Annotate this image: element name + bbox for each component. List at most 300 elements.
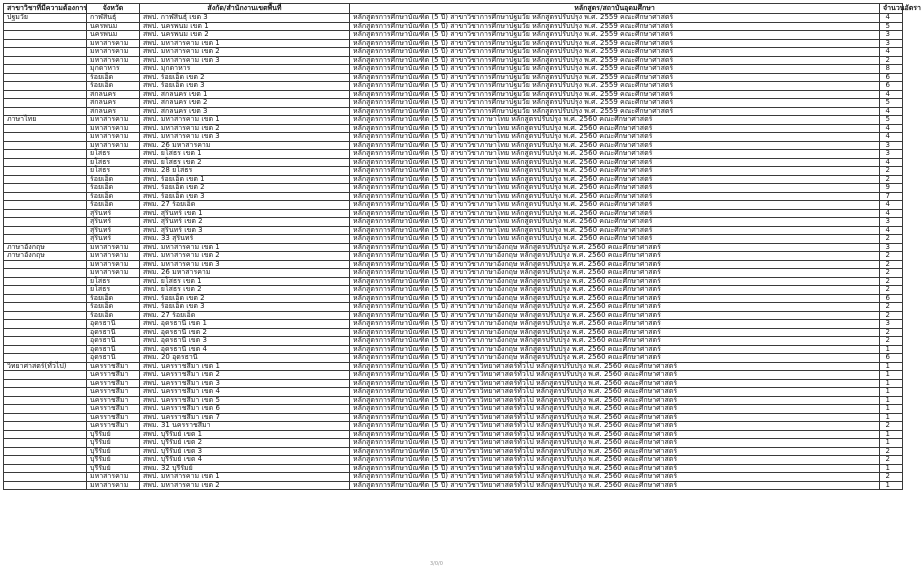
province-cell: ยโสธร [87,150,140,159]
office-cell: สพป. มุกดาหาร [140,65,350,74]
province-cell: ร้อยเอ็ด [87,82,140,91]
province-cell: มหาสารคาม [87,473,140,482]
count-cell: 1 [880,371,903,380]
table-row [4,82,903,91]
table-row [4,269,903,278]
curriculum-cell: หลักสูตรการศึกษาบัณฑิต (5 ปี) สาขาวิชาการศึกษาปฐมวัย หลักสูตรปรับปรุง พ.ศ. 2559 คณะศึกษาศาสตร์ [350,65,880,74]
office-cell: สพป. อุดรธานี เขต 1 [140,320,350,329]
curriculum-cell: หลักสูตรการศึกษาบัณฑิต (5 ปี) สาขาวิชาการศึกษาปฐมวัย หลักสูตรปรับปรุง พ.ศ. 2559 คณะศึกษาศาสตร์ [350,48,880,57]
count-cell: 2 [880,277,903,286]
office-cell: สพป. สุรินทร์ เขต 2 [140,218,350,227]
province-cell: สกลนคร [87,90,140,99]
curriculum-cell: หลักสูตรการศึกษาบัณฑิต (5 ปี) สาขาวิชาวิทยาศาสตร์ทั่วไป หลักสูตรปรับปรุง พ.ศ. 2560 คณะศึกษาศาสตร์ [350,464,880,473]
curriculum-cell: หลักสูตรการศึกษาบัณฑิต (5 ปี) สาขาวิชาภาษาอังกฤษ หลักสูตรปรับปรุง พ.ศ. 2560 คณะศึกษาศาสตร์ [350,277,880,286]
major-cell [4,328,87,337]
count-cell: 3 [880,320,903,329]
curriculum-cell: หลักสูตรการศึกษาบัณฑิต (5 ปี) สาขาวิชาการศึกษาปฐมวัย หลักสูตรปรับปรุง พ.ศ. 2559 คณะศึกษาศาสตร์ [350,22,880,31]
office-cell: สพม. 28 ยโสธร [140,167,350,176]
province-cell: ยโสธร [87,158,140,167]
major-cell [4,439,87,448]
header-curriculum: หลักสูตร/สถาบันอุดมศึกษา [350,4,880,14]
major-cell [4,48,87,57]
table-row [4,133,903,142]
major-cell: ภาษาอังกฤษ [4,243,87,252]
count-cell: 4 [880,107,903,116]
curriculum-cell: หลักสูตรการศึกษาบัณฑิต (5 ปี) สาขาวิชาการศึกษาปฐมวัย หลักสูตรปรับปรุง พ.ศ. 2559 คณะศึกษาศาสตร์ [350,14,880,23]
office-cell: สพป. อุดรธานี เขต 3 [140,337,350,346]
curriculum-cell: หลักสูตรการศึกษาบัณฑิต (5 ปี) สาขาวิชาภาษาไทย หลักสูตรปรับปรุง พ.ศ. 2560 คณะศึกษาศาสตร์ [350,184,880,193]
major-cell [4,31,87,40]
province-cell: ร้อยเอ็ด [87,184,140,193]
count-cell: 2 [880,252,903,261]
header-row [4,4,903,14]
curriculum-cell: หลักสูตรการศึกษาบัณฑิต (5 ปี) สาขาวิชาวิทยาศาสตร์ทั่วไป หลักสูตรปรับปรุง พ.ศ. 2560 คณะศึกษาศาสตร์ [350,422,880,431]
count-cell: 2 [880,56,903,65]
curriculum-cell: หลักสูตรการศึกษาบัณฑิต (5 ปี) สาขาวิชาภาษาอังกฤษ หลักสูตรปรับปรุง พ.ศ. 2560 คณะศึกษาศาสตร์ [350,354,880,363]
curriculum-cell: หลักสูตรการศึกษาบัณฑิต (5 ปี) สาขาวิชาวิทยาศาสตร์ทั่วไป หลักสูตรปรับปรุง พ.ศ. 2560 คณะศึกษาศาสตร์ [350,396,880,405]
major-cell [4,371,87,380]
count-cell: 2 [880,328,903,337]
table-row [4,99,903,108]
curriculum-cell: หลักสูตรการศึกษาบัณฑิต (5 ปี) สาขาวิชาวิทยาศาสตร์ทั่วไป หลักสูตรปรับปรุง พ.ศ. 2560 คณะศึกษาศาสตร์ [350,481,880,490]
major-cell [4,447,87,456]
province-cell: บุรีรัมย์ [87,430,140,439]
curriculum-cell: หลักสูตรการศึกษาบัณฑิต (5 ปี) สาขาวิชาการศึกษาปฐมวัย หลักสูตรปรับปรุง พ.ศ. 2559 คณะศึกษาศาสตร์ [350,56,880,65]
office-cell: สพป. บุรีรัมย์ เขต 1 [140,430,350,439]
allocation-table [3,3,921,490]
office-cell: สพป. นครราชสีมา เขต 6 [140,405,350,414]
curriculum-cell: หลักสูตรการศึกษาบัณฑิต (5 ปี) สาขาวิชาวิทยาศาสตร์ทั่วไป หลักสูตรปรับปรุง พ.ศ. 2560 คณะศึกษาศาสตร์ [350,379,880,388]
table-row [4,167,903,176]
province-cell: นครราชสีมา [87,405,140,414]
office-cell: สพป. สกลนคร เขต 3 [140,107,350,116]
province-cell: มหาสารคาม [87,141,140,150]
major-cell [4,481,87,490]
count-cell: 4 [880,90,903,99]
table-row [4,150,903,159]
office-cell: สพป. สุรินทร์ เขต 3 [140,226,350,235]
count-cell: 5 [880,99,903,108]
major-cell [4,39,87,48]
province-cell: ยโสธร [87,167,140,176]
table-row [4,303,903,312]
curriculum-cell: หลักสูตรการศึกษาบัณฑิต (5 ปี) สาขาวิชาวิทยาศาสตร์ทั่วไป หลักสูตรปรับปรุง พ.ศ. 2560 คณะศึกษาศาสตร์ [350,439,880,448]
count-cell: 2 [880,473,903,482]
curriculum-cell: หลักสูตรการศึกษาบัณฑิต (5 ปี) สาขาวิชาภาษาไทย หลักสูตรปรับปรุง พ.ศ. 2560 คณะศึกษาศาสตร์ [350,150,880,159]
header-office: สังกัด/สำนักงานเขตพื้นที่ [140,4,350,14]
curriculum-cell: หลักสูตรการศึกษาบัณฑิต (5 ปี) สาขาวิชาภาษาไทย หลักสูตรปรับปรุง พ.ศ. 2560 คณะศึกษาศาสตร์ [350,133,880,142]
office-cell: สพป. อุดรธานี เขต 2 [140,328,350,337]
province-cell: อุดรธานี [87,337,140,346]
office-cell: สพป. อุดรธานี เขต 4 [140,345,350,354]
office-cell: สพป. มหาสารคาม เขต 2 [140,252,350,261]
curriculum-cell: หลักสูตรการศึกษาบัณฑิต (5 ปี) สาขาวิชาภาษาไทย หลักสูตรปรับปรุง พ.ศ. 2560 คณะศึกษาศาสตร์ [350,209,880,218]
office-cell: สพป. มหาสารคาม เขต 1 [140,116,350,125]
province-cell: นครราชสีมา [87,371,140,380]
major-cell [4,320,87,329]
curriculum-cell: หลักสูตรการศึกษาบัณฑิต (5 ปี) สาขาวิชาการศึกษาปฐมวัย หลักสูตรปรับปรุง พ.ศ. 2559 คณะศึกษาศาสตร์ [350,82,880,91]
province-cell: บุรีรัมย์ [87,464,140,473]
count-cell: 5 [880,116,903,125]
office-cell: สพม. 20 อุดรธานี [140,354,350,363]
count-cell: 1 [880,439,903,448]
count-cell: 2 [880,447,903,456]
curriculum-cell: หลักสูตรการศึกษาบัณฑิต (5 ปี) สาขาวิชาภาษาไทย หลักสูตรปรับปรุง พ.ศ. 2560 คณะศึกษาศาสตร์ [350,116,880,125]
major-cell [4,167,87,176]
province-cell: มหาสารคาม [87,48,140,57]
province-cell: นครราชสีมา [87,422,140,431]
province-cell: มหาสารคาม [87,133,140,142]
curriculum-cell: หลักสูตรการศึกษาบัณฑิต (5 ปี) สาขาวิชาการศึกษาปฐมวัย หลักสูตรปรับปรุง พ.ศ. 2559 คณะศึกษาศาสตร์ [350,31,880,40]
office-cell: สพป. มหาสารคาม เขต 3 [140,260,350,269]
major-cell [4,337,87,346]
office-cell: สพป. มหาสารคาม เขต 3 [140,133,350,142]
major-cell [4,175,87,184]
province-cell: อุดรธานี [87,345,140,354]
major-cell: ปฐมวัย [4,14,87,23]
table-row [4,481,903,490]
count-cell: 6 [880,294,903,303]
curriculum-cell: หลักสูตรการศึกษาบัณฑิต (5 ปี) สาขาวิชาภาษาไทย หลักสูตรปรับปรุง พ.ศ. 2560 คณะศึกษาศาสตร์ [350,141,880,150]
major-cell [4,90,87,99]
curriculum-cell: หลักสูตรการศึกษาบัณฑิต (5 ปี) สาขาวิชาวิทยาศาสตร์ทั่วไป หลักสูตรปรับปรุง พ.ศ. 2560 คณะศึกษาศาสตร์ [350,371,880,380]
header-count: จำนวนอัตรา [880,4,903,14]
major-cell [4,473,87,482]
count-cell: 1 [880,362,903,371]
province-cell: สกลนคร [87,107,140,116]
province-cell: มหาสารคาม [87,269,140,278]
count-cell: 4 [880,14,903,23]
major-cell [4,430,87,439]
major-cell [4,294,87,303]
curriculum-cell: หลักสูตรการศึกษาบัณฑิต (5 ปี) สาขาวิชาภาษาอังกฤษ หลักสูตรปรับปรุง พ.ศ. 2560 คณะศึกษาศาสตร์ [350,286,880,295]
curriculum-cell: หลักสูตรการศึกษาบัณฑิต (5 ปี) สาขาวิชาภาษาไทย หลักสูตรปรับปรุง พ.ศ. 2560 คณะศึกษาศาสตร์ [350,218,880,227]
major-cell [4,277,87,286]
curriculum-cell: หลักสูตรการศึกษาบัณฑิต (5 ปี) สาขาวิชาภาษาไทย หลักสูตรปรับปรุง พ.ศ. 2560 คณะศึกษาศาสตร์ [350,175,880,184]
count-cell: 1 [880,388,903,397]
curriculum-cell: หลักสูตรการศึกษาบัณฑิต (5 ปี) สาขาวิชาวิทยาศาสตร์ทั่วไป หลักสูตรปรับปรุง พ.ศ. 2560 คณะศึกษาศาสตร์ [350,388,880,397]
count-cell: 8 [880,65,903,74]
count-cell: 4 [880,209,903,218]
major-cell [4,405,87,414]
table-body [4,14,903,490]
major-cell [4,99,87,108]
major-cell [4,260,87,269]
province-cell: ร้อยเอ็ด [87,175,140,184]
province-cell: ร้อยเอ็ด [87,201,140,210]
table-row [4,31,903,40]
province-cell: นครราชสีมา [87,413,140,422]
province-cell: นครราชสีมา [87,396,140,405]
curriculum-cell: หลักสูตรการศึกษาบัณฑิต (5 ปี) สาขาวิชาการศึกษาปฐมวัย หลักสูตรปรับปรุง พ.ศ. 2559 คณะศึกษาศาสตร์ [350,107,880,116]
curriculum-cell: หลักสูตรการศึกษาบัณฑิต (5 ปี) สาขาวิชาภาษาไทย หลักสูตรปรับปรุง พ.ศ. 2560 คณะศึกษาศาสตร์ [350,158,880,167]
count-cell: 2 [880,235,903,244]
major-cell [4,354,87,363]
office-cell: สพม. 32 บุรีรัมย์ [140,464,350,473]
table-row [4,456,903,465]
count-cell: 3 [880,141,903,150]
office-cell: สพป. สุรินทร์ เขต 1 [140,209,350,218]
table-row [4,252,903,261]
major-cell [4,226,87,235]
curriculum-cell: หลักสูตรการศึกษาบัณฑิต (5 ปี) สาขาวิชาวิทยาศาสตร์ทั่วไป หลักสูตรปรับปรุง พ.ศ. 2560 คณะศึกษาศาสตร์ [350,405,880,414]
count-cell: 1 [880,481,903,490]
major-cell [4,82,87,91]
major-cell [4,269,87,278]
province-cell: ร้อยเอ็ด [87,73,140,82]
province-cell: มหาสารคาม [87,252,140,261]
count-cell: 1 [880,413,903,422]
table-row [4,473,903,482]
province-cell: นครราชสีมา [87,379,140,388]
major-cell [4,311,87,320]
major-cell [4,456,87,465]
office-cell: สพป. กาฬสินธุ์ เขต 3 [140,14,350,23]
office-cell: สพป. นครราชสีมา เขต 3 [140,379,350,388]
table-row [4,218,903,227]
page-number: 3/0/0 [430,561,443,567]
province-cell: มุกดาหาร [87,65,140,74]
office-cell: สพป. นครพนม เขต 1 [140,22,350,31]
table-row [4,354,903,363]
count-cell: 4 [880,48,903,57]
office-cell: สพม. 31 นครราชสีมา [140,422,350,431]
province-cell: บุรีรัมย์ [87,456,140,465]
major-cell [4,345,87,354]
province-cell: สุรินทร์ [87,209,140,218]
curriculum-cell: หลักสูตรการศึกษาบัณฑิต (5 ปี) สาขาวิชาการศึกษาปฐมวัย หลักสูตรปรับปรุง พ.ศ. 2559 คณะศึกษาศาสตร์ [350,90,880,99]
office-cell: สพป. มหาสารคาม เขต 1 [140,473,350,482]
major-cell [4,303,87,312]
count-cell: 2 [880,269,903,278]
header-major: สาขาวิชาที่มีความต้องการ [4,4,87,14]
province-cell: อุดรธานี [87,328,140,337]
curriculum-cell: หลักสูตรการศึกษาบัณฑิต (5 ปี) สาขาวิชาภาษาอังกฤษ หลักสูตรปรับปรุง พ.ศ. 2560 คณะศึกษาศาสตร์ [350,320,880,329]
curriculum-cell: หลักสูตรการศึกษาบัณฑิต (5 ปี) สาขาวิชาภาษาไทย หลักสูตรปรับปรุง พ.ศ. 2560 คณะศึกษาศาสตร์ [350,167,880,176]
table-row [4,405,903,414]
count-cell: 2 [880,422,903,431]
table-row [4,235,903,244]
curriculum-cell: หลักสูตรการศึกษาบัณฑิต (5 ปี) สาขาวิชาภาษาอังกฤษ หลักสูตรปรับปรุง พ.ศ. 2560 คณะศึกษาศาสตร์ [350,294,880,303]
major-cell [4,218,87,227]
count-cell: 2 [880,311,903,320]
office-cell: สพป. นครราชสีมา เขต 2 [140,371,350,380]
major-cell [4,379,87,388]
major-cell [4,124,87,133]
count-cell: 6 [880,82,903,91]
office-cell: สพป. ร้อยเอ็ด เขต 2 [140,184,350,193]
province-cell: มหาสารคาม [87,56,140,65]
province-cell: ยโสธร [87,277,140,286]
count-cell: 2 [880,337,903,346]
major-cell: ภาษาไทย [4,116,87,125]
curriculum-cell: หลักสูตรการศึกษาบัณฑิต (5 ปี) สาขาวิชาภาษาไทย หลักสูตรปรับปรุง พ.ศ. 2560 คณะศึกษาศาสตร์ [350,226,880,235]
major-cell [4,65,87,74]
curriculum-cell: หลักสูตรการศึกษาบัณฑิต (5 ปี) สาขาวิชาภาษาอังกฤษ หลักสูตรปรับปรุง พ.ศ. 2560 คณะศึกษาศาสตร์ [350,345,880,354]
office-cell: สพม. 27 ร้อยเอ็ด [140,311,350,320]
province-cell: ยโสธร [87,286,140,295]
table-row [4,286,903,295]
province-cell: กาฬสินธุ์ [87,14,140,23]
office-cell: สพป. ร้อยเอ็ด เขต 3 [140,82,350,91]
curriculum-cell: หลักสูตรการศึกษาบัณฑิต (5 ปี) สาขาวิชาภาษาอังกฤษ หลักสูตรปรับปรุง พ.ศ. 2560 คณะศึกษาศาสตร์ [350,252,880,261]
major-cell [4,235,87,244]
office-cell: สพป. ยโสธร เขต 1 [140,150,350,159]
office-cell: สพป. นครราชสีมา เขต 7 [140,413,350,422]
count-cell: 2 [880,167,903,176]
office-cell: สพม. 33 สุรินทร์ [140,235,350,244]
office-cell: สพป. ร้อยเอ็ด เขต 3 [140,192,350,201]
province-cell: สกลนคร [87,99,140,108]
count-cell: 3 [880,150,903,159]
office-cell: สพป. ร้อยเอ็ด เขต 3 [140,303,350,312]
curriculum-cell: หลักสูตรการศึกษาบัณฑิต (5 ปี) สาขาวิชาภาษาไทย หลักสูตรปรับปรุง พ.ศ. 2560 คณะศึกษาศาสตร์ [350,235,880,244]
province-cell: นครพนม [87,31,140,40]
province-cell: สุรินทร์ [87,235,140,244]
office-cell: สพป. ยโสธร เขต 1 [140,277,350,286]
count-cell: 1 [880,345,903,354]
count-cell: 7 [880,192,903,201]
major-cell [4,158,87,167]
office-cell: สพม. 27 ร้อยเอ็ด [140,201,350,210]
office-cell: สพป. สกลนคร เขต 2 [140,99,350,108]
province-cell: นครพนม [87,22,140,31]
office-cell: สพป. นครราชสีมา เขต 4 [140,388,350,397]
table-row [4,65,903,74]
office-cell: สพป. นครราชสีมา เขต 5 [140,396,350,405]
count-cell: 4 [880,226,903,235]
count-cell: 6 [880,354,903,363]
count-cell: 1 [880,405,903,414]
count-cell: 2 [880,175,903,184]
province-cell: ร้อยเอ็ด [87,294,140,303]
major-cell [4,396,87,405]
count-cell: 9 [880,184,903,193]
curriculum-cell: หลักสูตรการศึกษาบัณฑิต (5 ปี) สาขาวิชาวิทยาศาสตร์ทั่วไป หลักสูตรปรับปรุง พ.ศ. 2560 คณะศึกษาศาสตร์ [350,430,880,439]
curriculum-cell: หลักสูตรการศึกษาบัณฑิต (5 ปี) สาขาวิชาการศึกษาปฐมวัย หลักสูตรปรับปรุง พ.ศ. 2559 คณะศึกษาศาสตร์ [350,99,880,108]
office-cell: สพป. มหาสารคาม เขต 2 [140,48,350,57]
major-cell [4,201,87,210]
table-row [4,439,903,448]
major-cell [4,184,87,193]
province-cell: มหาสารคาม [87,39,140,48]
office-cell: สพป. มหาสารคาม เขต 1 [140,39,350,48]
curriculum-cell: หลักสูตรการศึกษาบัณฑิต (5 ปี) สาขาวิชาภาษาอังกฤษ หลักสูตรปรับปรุง พ.ศ. 2560 คณะศึกษาศาสตร์ [350,311,880,320]
province-cell: ร้อยเอ็ด [87,192,140,201]
office-cell: สพป. มหาสารคาม เขต 1 [140,243,350,252]
count-cell: 2 [880,303,903,312]
count-cell: 3 [880,218,903,227]
curriculum-cell: หลักสูตรการศึกษาบัณฑิต (5 ปี) สาขาวิชาภาษาไทย หลักสูตรปรับปรุง พ.ศ. 2560 คณะศึกษาศาสตร์ [350,192,880,201]
count-cell: 3 [880,243,903,252]
curriculum-cell: หลักสูตรการศึกษาบัณฑิต (5 ปี) สาขาวิชาวิทยาศาสตร์ทั่วไป หลักสูตรปรับปรุง พ.ศ. 2560 คณะศึกษาศาสตร์ [350,473,880,482]
office-cell: สพป. ยโสธร เขต 2 [140,158,350,167]
count-cell: 2 [880,260,903,269]
office-cell: สพป. มหาสารคาม เขต 2 [140,481,350,490]
curriculum-cell: หลักสูตรการศึกษาบัณฑิต (5 ปี) สาขาวิชาภาษาอังกฤษ หลักสูตรปรับปรุง พ.ศ. 2560 คณะศึกษาศาสตร์ [350,260,880,269]
major-cell [4,192,87,201]
count-cell: 1 [880,464,903,473]
province-cell: ร้อยเอ็ด [87,303,140,312]
count-cell: 4 [880,124,903,133]
count-cell: 4 [880,201,903,210]
curriculum-cell: หลักสูตรการศึกษาบัณฑิต (5 ปี) สาขาวิชาวิทยาศาสตร์ทั่วไป หลักสูตรปรับปรุง พ.ศ. 2560 คณะศึกษาศาสตร์ [350,362,880,371]
major-cell [4,388,87,397]
province-cell: บุรีรัมย์ [87,447,140,456]
province-cell: อุดรธานี [87,320,140,329]
province-cell: มหาสารคาม [87,124,140,133]
major-cell [4,56,87,65]
curriculum-cell: หลักสูตรการศึกษาบัณฑิต (5 ปี) สาขาวิชาภาษาอังกฤษ หลักสูตรปรับปรุง พ.ศ. 2560 คณะศึกษาศาสตร์ [350,303,880,312]
count-cell: 1 [880,396,903,405]
major-cell [4,209,87,218]
table-row [4,422,903,431]
office-cell: สพป. บุรีรัมย์ เขต 2 [140,439,350,448]
curriculum-cell: หลักสูตรการศึกษาบัณฑิต (5 ปี) สาขาวิชาการศึกษาปฐมวัย หลักสูตรปรับปรุง พ.ศ. 2559 คณะศึกษาศาสตร์ [350,39,880,48]
office-cell: สพป. ร้อยเอ็ด เขต 1 [140,175,350,184]
province-cell: มหาสารคาม [87,481,140,490]
count-cell: 1 [880,430,903,439]
curriculum-cell: หลักสูตรการศึกษาบัณฑิต (5 ปี) สาขาวิชาวิทยาศาสตร์ทั่วไป หลักสูตรปรับปรุง พ.ศ. 2560 คณะศึกษาศาสตร์ [350,456,880,465]
province-cell: นครราชสีมา [87,362,140,371]
province-cell: นครราชสีมา [87,388,140,397]
table-row [4,337,903,346]
office-cell: สพป. ยโสธร เขต 2 [140,286,350,295]
curriculum-cell: หลักสูตรการศึกษาบัณฑิต (5 ปี) สาขาวิชาภาษาอังกฤษ หลักสูตรปรับปรุง พ.ศ. 2560 คณะศึกษาศาสตร์ [350,328,880,337]
table-row [4,201,903,210]
major-cell [4,286,87,295]
office-cell: สพป. บุรีรัมย์ เขต 4 [140,456,350,465]
major-cell [4,73,87,82]
province-cell: มหาสารคาม [87,116,140,125]
office-cell: สพป. สกลนคร เขต 1 [140,90,350,99]
count-cell: 3 [880,39,903,48]
header-province: จังหวัด [87,4,140,14]
table-row [4,371,903,380]
office-cell: สพป. ร้อยเอ็ด เขต 2 [140,294,350,303]
count-cell: 4 [880,158,903,167]
table-row [4,320,903,329]
curriculum-cell: หลักสูตรการศึกษาบัณฑิต (5 ปี) สาขาวิชาการศึกษาปฐมวัย หลักสูตรปรับปรุง พ.ศ. 2559 คณะศึกษาศาสตร์ [350,73,880,82]
office-cell: สพป. ร้อยเอ็ด เขต 2 [140,73,350,82]
count-cell: 4 [880,133,903,142]
province-cell: มหาสารคาม [87,243,140,252]
count-cell: 1 [880,379,903,388]
office-cell: สพป. มหาสารคาม เขต 2 [140,124,350,133]
major-cell [4,464,87,473]
table-row [4,14,903,23]
office-cell: สพม. 26 มหาสารคาม [140,141,350,150]
major-cell [4,133,87,142]
office-cell: สพป. นครราชสีมา เขต 1 [140,362,350,371]
count-cell: 3 [880,31,903,40]
curriculum-cell: หลักสูตรการศึกษาบัณฑิต (5 ปี) สาขาวิชาภาษาอังกฤษ หลักสูตรปรับปรุง พ.ศ. 2560 คณะศึกษาศาสตร์ [350,243,880,252]
office-cell: สพป. นครพนม เขต 2 [140,31,350,40]
count-cell: 2 [880,286,903,295]
curriculum-cell: หลักสูตรการศึกษาบัณฑิต (5 ปี) สาขาวิชาภาษาอังกฤษ หลักสูตรปรับปรุง พ.ศ. 2560 คณะศึกษาศาสตร์ [350,269,880,278]
province-cell: มหาสารคาม [87,260,140,269]
office-cell: สพป. มหาสารคาม เขต 3 [140,56,350,65]
curriculum-cell: หลักสูตรการศึกษาบัณฑิต (5 ปี) สาขาวิชาภาษาอังกฤษ หลักสูตรปรับปรุง พ.ศ. 2560 คณะศึกษาศาสตร์ [350,337,880,346]
count-cell: 2 [880,456,903,465]
province-cell: สุรินทร์ [87,226,140,235]
major-cell [4,22,87,31]
table-row [4,116,903,125]
table-row [4,184,903,193]
major-cell [4,422,87,431]
province-cell: สุรินทร์ [87,218,140,227]
major-cell [4,413,87,422]
